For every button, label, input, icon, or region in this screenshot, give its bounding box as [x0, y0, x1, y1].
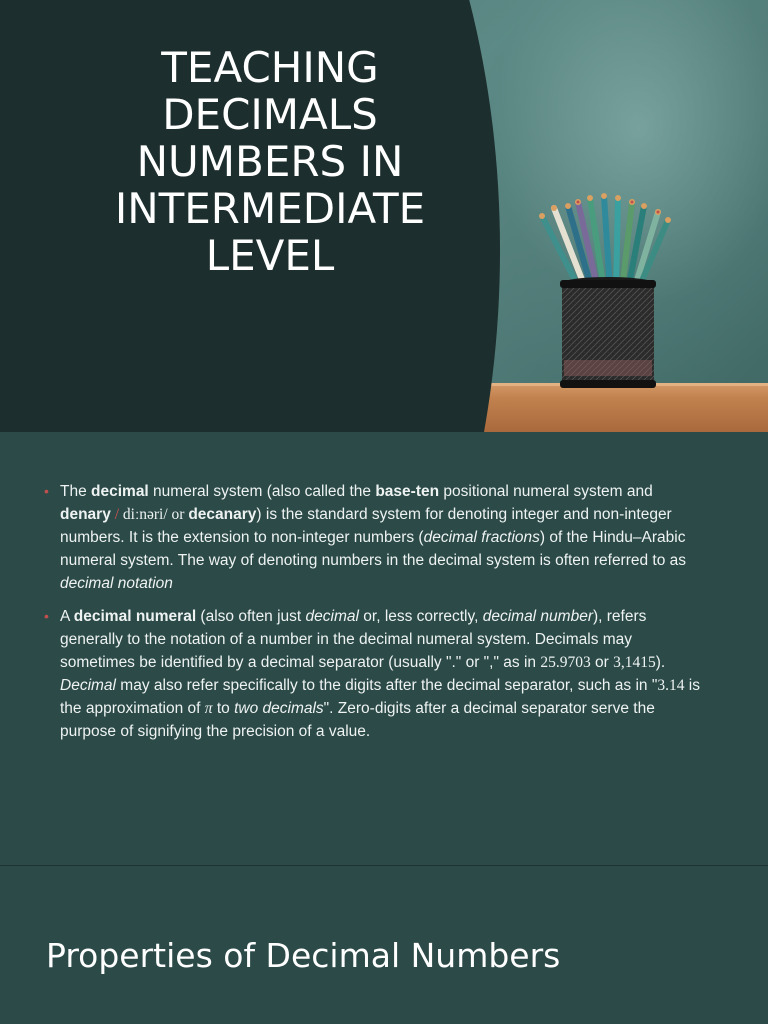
bullet-dot-icon: • [44, 608, 49, 624]
section-title: Properties of Decimal Numbers [46, 936, 561, 975]
title-line: TEACHING [161, 43, 379, 92]
title-line: LEVEL [205, 231, 335, 280]
bullet-dot-icon: • [44, 483, 49, 499]
title-line: NUMBERS IN [136, 137, 404, 186]
bullet-list [44, 480, 704, 753]
slide-title [60, 44, 480, 279]
bullet-item: • The decimal numeral system (also called the base-ten positional numeral system and denary / diːnəri/ or decanary) is the standard system for denoting integer and non-integer numbers. It is the extension to non-integer numbers (decimal fractions) of the Hindu–Arabic numeral system. The way of denoting numbers in the decimal system is often referred to as decimal notation [44, 480, 704, 595]
section-slide [0, 866, 768, 1024]
title-slide [0, 0, 768, 432]
title-line: INTERMEDIATE [114, 184, 426, 233]
pencil-cup-icon [520, 180, 700, 395]
title-line: DECIMALS [162, 90, 378, 139]
content-slide [0, 432, 768, 865]
bullet-item: • A decimal numeral (also often just decimal or, less correctly, decimal number), refers generally to the notation of a number in the decimal numeral system. Decimals may sometimes be identified by a decimal separator (usually "." or "," as in 25.9703 or 3,1415). Decimal may also refer specifically to the digits after the decimal separator, such as in "3.14 is the approximation of π to two decimals". Zero-digits after a decimal separator serve the purpose of signifying the precision of a value. [44, 605, 704, 743]
